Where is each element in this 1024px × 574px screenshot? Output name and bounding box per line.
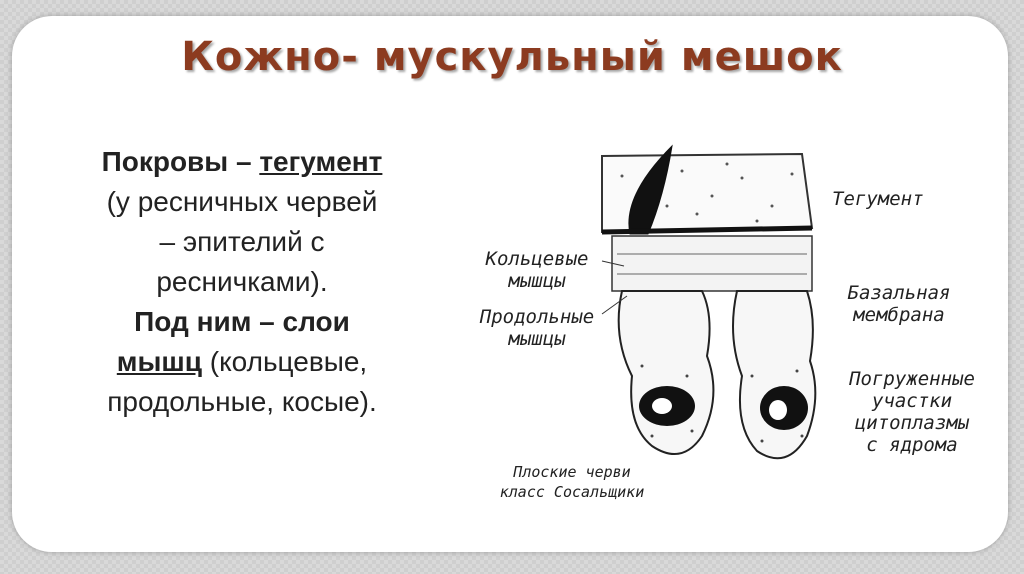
label-caption-line1: Плоские черви: [513, 463, 631, 481]
text-line-1: [52, 142, 432, 182]
label-caption-line2: класс Сосальщики: [499, 483, 645, 501]
text-line-3: – эпителий с: [159, 226, 325, 257]
label-caption: [472, 462, 672, 502]
label-ring-muscles: [462, 248, 612, 292]
label-tegument: Тегумент: [832, 188, 924, 210]
label-basal-line1: Базальная: [847, 282, 951, 304]
label-ring-muscles-line2: мышцы: [508, 270, 566, 292]
text-line-5: Под ним – слои: [134, 306, 350, 337]
muscles-term: мышц: [116, 346, 202, 377]
label-sunk-cytoplasm: [822, 368, 1002, 456]
tegument-diagram: [452, 136, 1012, 516]
label-sunk-line1: Погруженные: [849, 368, 975, 390]
label-sunk-line4: с ядрома: [866, 434, 958, 456]
label-long-muscles-line1: Продольные: [479, 306, 595, 328]
text-line-2: (у ресничных червей: [106, 186, 378, 217]
tegument-term: тегумент: [259, 146, 383, 177]
label-sunk-line3: цитоплазмы: [854, 412, 970, 434]
text-line-7: продольные, косые).: [107, 386, 377, 417]
label-long-muscles-line2: мышцы: [508, 328, 566, 350]
muscles-types: (кольцевые,: [201, 346, 368, 377]
label-basal-membrane: [824, 282, 974, 326]
text-line-6: [52, 342, 432, 382]
label-long-muscles: [462, 306, 612, 350]
slide-title: Кожно- мускульный мешок: [181, 34, 843, 80]
covers-term: Покровы –: [101, 146, 260, 177]
body-text: [52, 142, 432, 422]
label-basal-line2: мембрана: [853, 304, 945, 326]
label-ring-muscles-line1: Кольцевые: [485, 248, 589, 270]
slide-card: [12, 16, 1008, 552]
text-line-4: ресничками).: [156, 266, 328, 297]
label-sunk-line2: участки: [871, 390, 953, 412]
